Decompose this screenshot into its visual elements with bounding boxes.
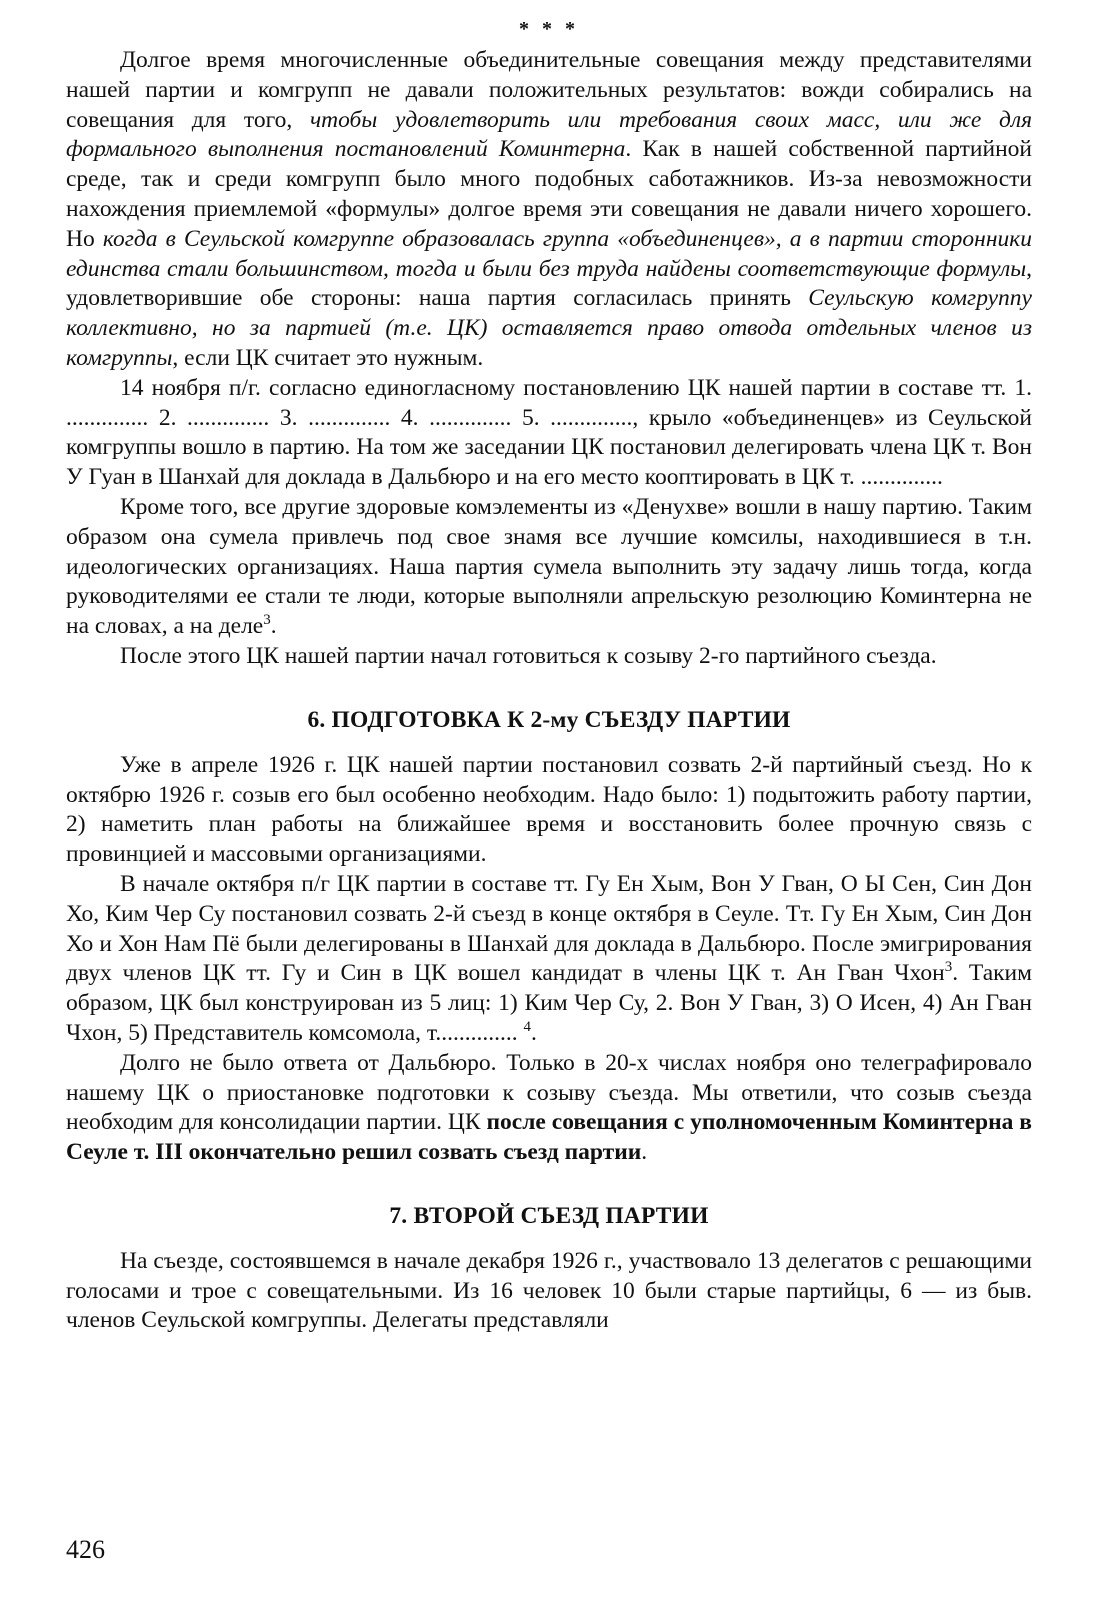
section-7-heading: 7. ВТОРОЙ СЪЕЗД ПАРТИИ <box>389 1202 709 1229</box>
paragraph-denukhve <box>66 493 1032 642</box>
paragraph-dalburo-response <box>66 1049 1032 1168</box>
section-6-heading: 6. ПОДГОТОВКА К 2-му СЪЕЗДУ ПАРТИИ <box>307 706 791 733</box>
paragraph-october-cc <box>66 870 1032 1049</box>
text-run: , удовлетворившие обе стороны: наша партия согласилась принять <box>66 255 1032 312</box>
text-run: Кроме того, все другие здоровые комэлементы из «Денухве» вошли в нашу партию. Таким образом она сумела привлечь под свое знамя все лучшие комсилы, находившиеся в т.н. идеологических организациях. Наша партия сумела выполнить эту задачу лишь тогда, когда руководителями ее стали те люди, которые выполняли апрельскую резолюцию Коминтерна не на словах, а на деле <box>66 493 1032 640</box>
footnote-ref: 3 <box>263 612 271 629</box>
italic-emphasis: Сеульскую комгруппу коллективно, но за партией (т.е. ЦК) оставляется право отвода отдельных членов из комгруппы <box>66 285 1032 371</box>
page-number: 426 <box>66 1535 105 1564</box>
page-body <box>66 18 1032 1336</box>
text-run: В начале октября п/г ЦК партии в составе тт. Гу Ен Хым, Вон У Гван, О Ы Сен, Син Дон Хо, Ким Чер Су постановил созвать 2-й съезд в конце октября в Сеуле. Тт. Гу Ен Хым, Син Дон Хо и Хон Нам Пё были делегированы в Шанхай для доклада в Дальбюро. После эмигрирования двух членов ЦК тт. Гу и Син в ЦК вошел кандидат в члены ЦК т. Ан Гван Чхон <box>66 870 1032 987</box>
italic-emphasis: чтобы удовлетворить или требования своих масс, или же для формального выполнения постановлений Коминтерна <box>66 106 1033 163</box>
text-run: . <box>270 613 277 640</box>
bold-emphasis: после совещания с уполномоченным Коминтерна в Сеуле т. III окончательно решил созвать съезд партии <box>66 1109 1032 1166</box>
italic-emphasis: когда в Сеульской комгруппе образовалась группа «объединенцев», а в партии сторонники единства стали большинством, тогда и были без труда найдены соответствующие формулы <box>66 225 1032 282</box>
section-separator: * * * <box>519 18 579 40</box>
paragraph-congress-prep: После этого ЦК нашей партии начал готовиться к созыву 2-го партийного съезда. <box>120 642 937 669</box>
text-run: . Таким образом, ЦК был конструирован из 5 лиц: 1) Ким Чер Су, 2. Вон У Гван, 3) О Исен, 4) Ан Гван Чхон, 5) Представитель комсомола, т.............. <box>66 960 1032 1046</box>
text-run: . Как в нашей собственной партийной среде, так и среди комгрупп было много подобных саботажников. Из-за невозможности нахождения приемлемой «формулы» долгое время эти совещания не давали ничего хорошего. Но <box>66 136 1032 252</box>
footnote-ref: 3 <box>944 959 953 976</box>
text-run: , если ЦК считает это нужным. <box>172 344 484 371</box>
paragraph-november-14: 14 ноября п/г. согласно единогласному постановлению ЦК нашей партии в составе тт. 1. .............. 2. .............. 3. .............. 4. .............. 5. .............., крыло «объединенцев» из Сеульской комгруппы вошло в партию. На том же заседании ЦК постановил делегировать члена ЦК т. Вон У Гуан в Шанхай для доклада в Дальбюро и на его место кооптировать в ЦК т. .............. <box>66 374 1032 491</box>
paragraph-unification-meetings <box>66 46 1032 374</box>
text-run: Долгое время многочисленные объединительные совещания между представителями нашей партии и комгрупп не давали положительных результатов: вожди собирались на совещания для того, <box>66 47 1032 133</box>
paragraph-april-1926: Уже в апреле 1926 г. ЦК нашей партии постановил созвать 2-й партийный съезд. Но к октябрю 1926 г. созыв его был особенно необходим. Надо было: 1) подытожить работу партии, 2) наметить план работы на ближайшее время и восстановить более прочную связь с провинцией и массовыми организациями. <box>66 751 1032 868</box>
footnote-ref: 4 <box>523 1019 532 1036</box>
text-run: . <box>531 1019 537 1046</box>
text-run: . <box>641 1139 648 1166</box>
text-run: Долго не было ответа от Дальбюро. Только в 20-х числах ноября оно телеграфировало нашему ЦК о приостановке подготовки к созыву съезда. Мы ответили, что созыв съезда необходим для консолидации партии. ЦК <box>66 1049 1032 1136</box>
paragraph-second-congress: На съезде, состоявшемся в начале декабря 1926 г., участвовало 13 делегатов с решающими голосами и трое с совещательными. Из 16 человек 10 были старые партийцы, 6 — из быв. членов Сеульской комгруппы. Делегаты представляли <box>66 1247 1032 1334</box>
